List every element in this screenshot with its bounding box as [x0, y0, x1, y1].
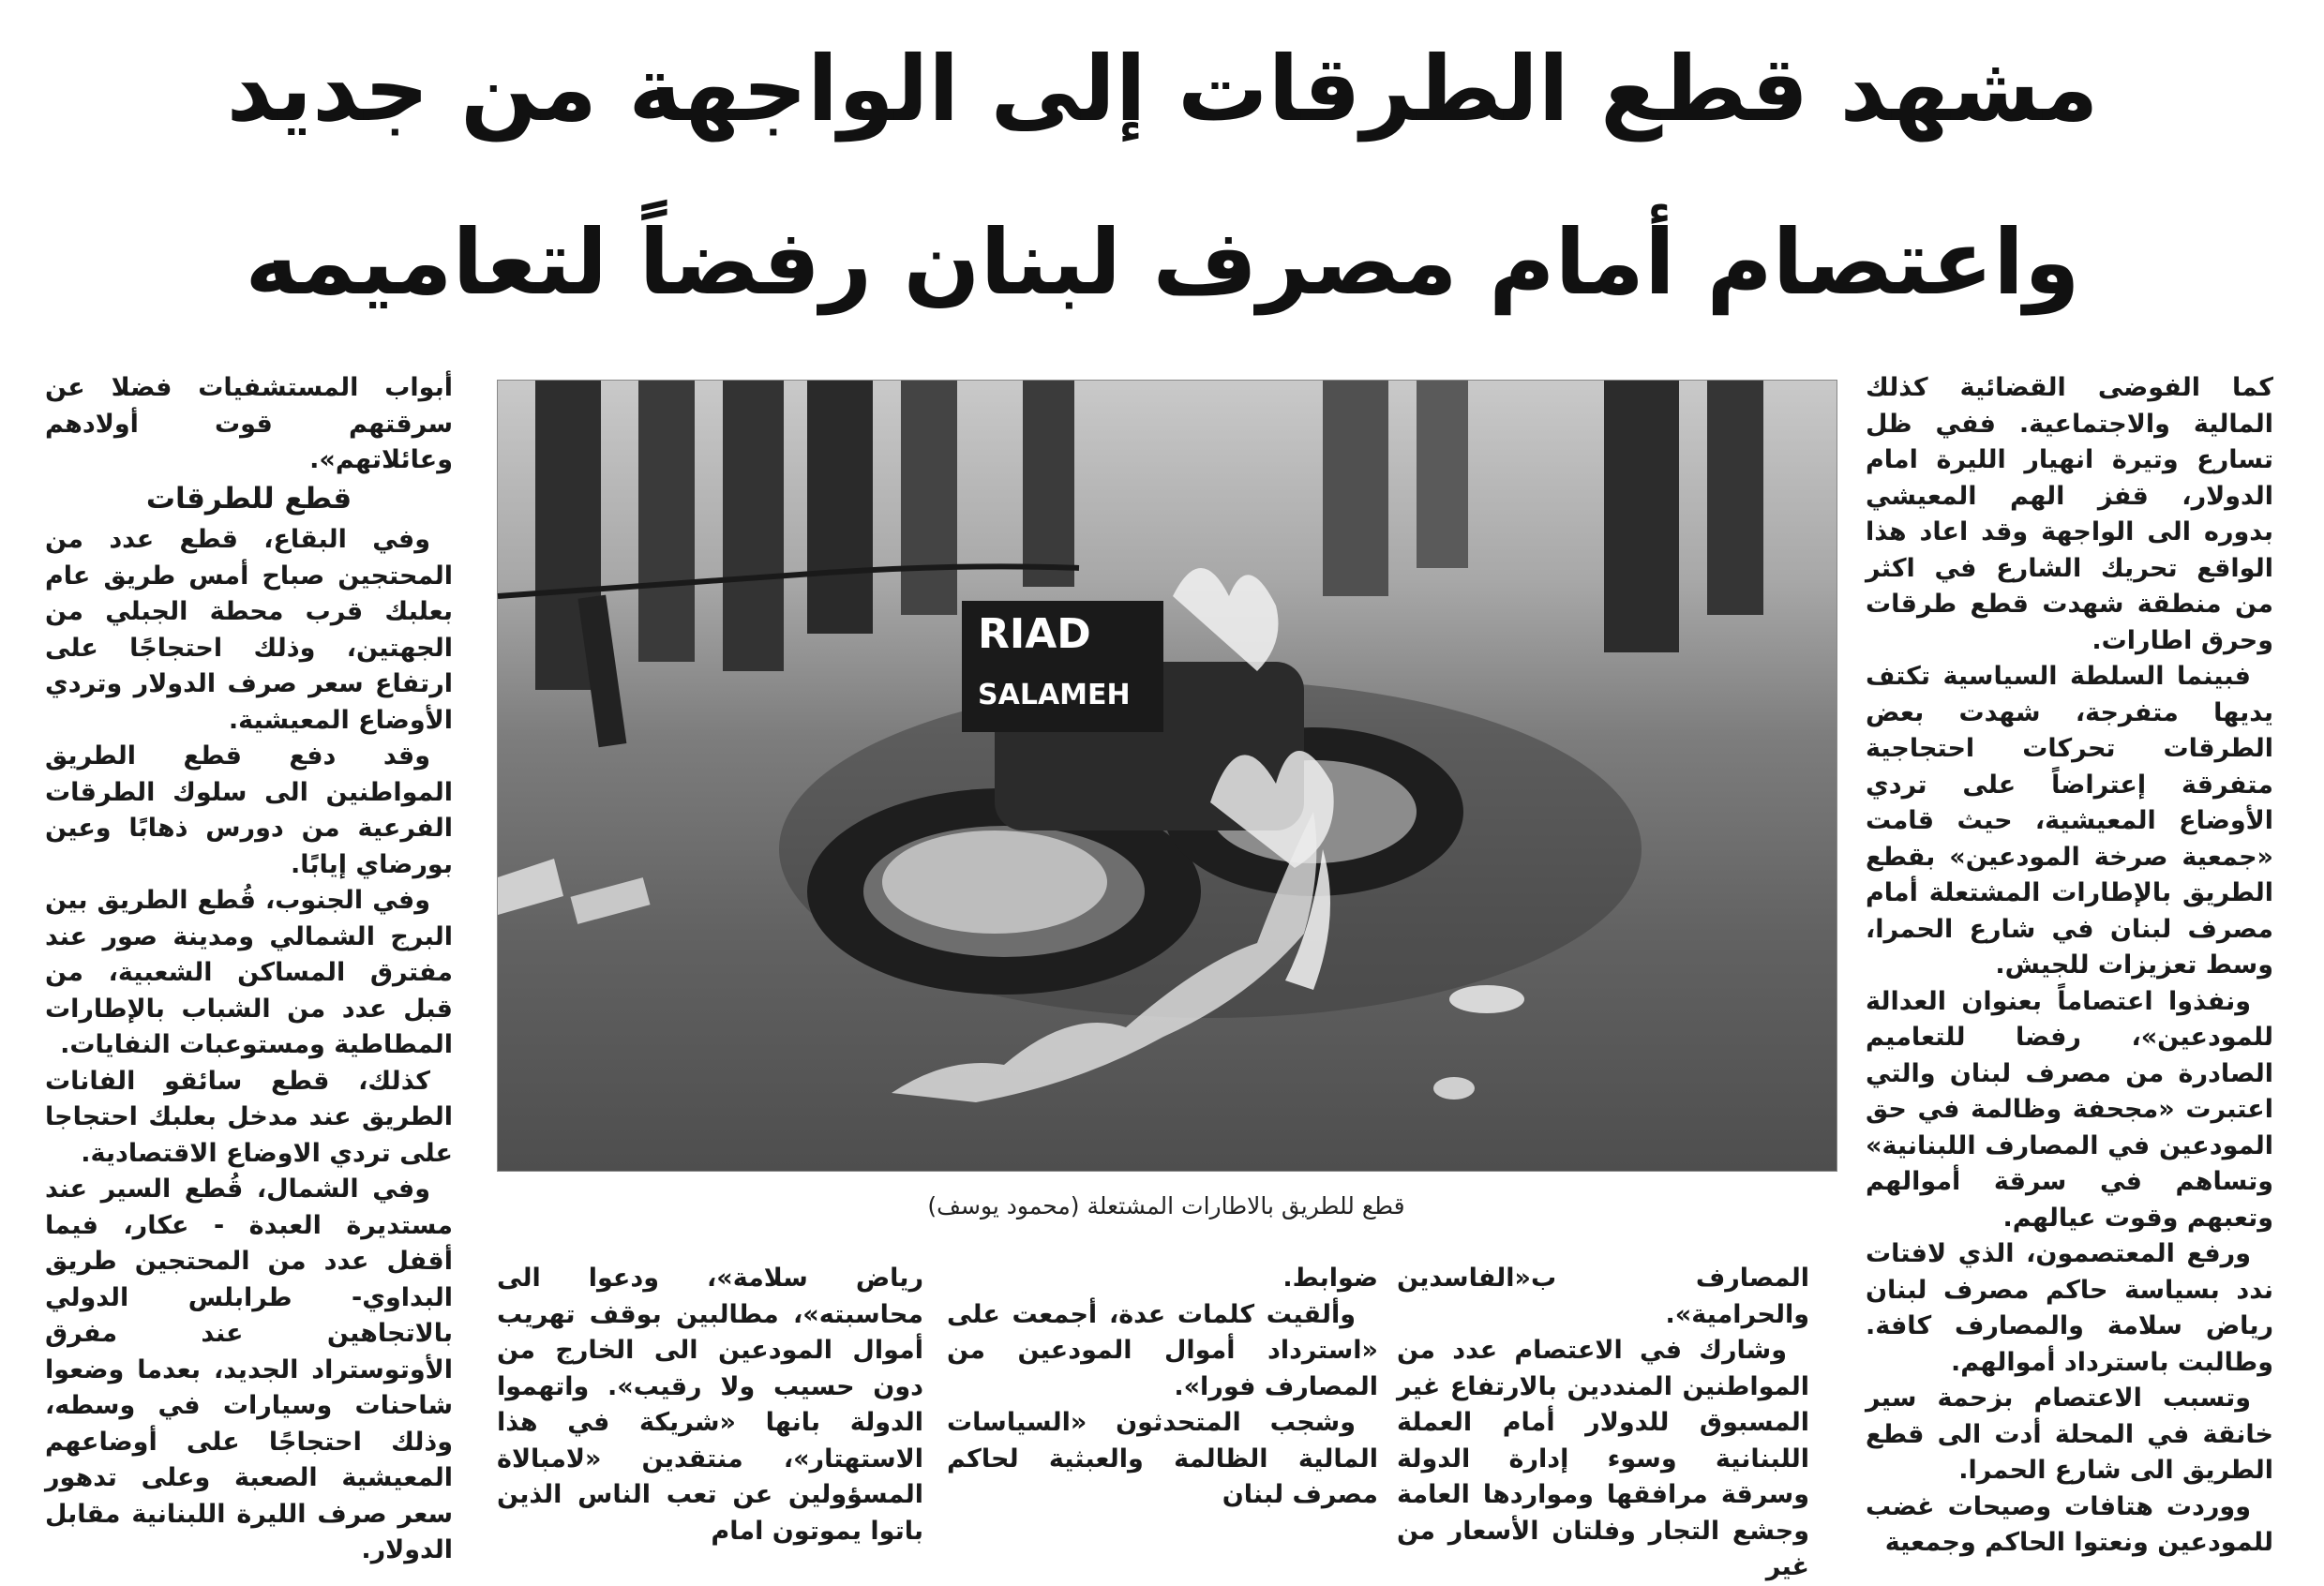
bottom-paragraph: رياض سلامة»، ودعوا الى محاسبته»، مطالبين بوقف تهريب أموال المودعين الى الخارج من دون حسيب ولا رقيب». واتهموا الدولة بانها «شريكة في هذا الاستهتار»، منتقدين «لامبالاة المسؤولين عن تعب الناس الذين باتوا يموتون امام — [497, 1264, 923, 1546]
right-column — [1866, 370, 2273, 1557]
bottom-paragraph: المصارف ب«الفاسدين والحرامية». — [1397, 1264, 1809, 1329]
sign-text-riad: RIAD — [978, 610, 1091, 658]
right-paragraph: ونفذوا اعتصاماً بعنوان العدالة للمودعين»، رفضا للتعاميم الصادرة من مصرف لبنان والتي اعتبرت «مجحفة وظالمة في حق المودعين في المصارف اللبنانية» وتساهم في سرقة أموالهم وتعبهم وقوت عيالهم. — [1866, 986, 2273, 1233]
left-intro: أبواب المستشفيات فضلا عن سرقتهم قوت أولادهم وعائلاتهم». — [45, 373, 453, 474]
photo-caption: قطع للطريق بالاطارات المشتعلة (محمود يوسف) — [927, 1192, 1405, 1219]
headline-line-2: واعتصام أمام مصرف لبنان رفضاً لتعاميمه — [245, 210, 2080, 315]
left-paragraph: وفي الشمال، قُطع السير عند مستديرة العبدة - عكار، فيما أقفل عدد من المحتجين طريق البداوي- طرابلس الدولي بالاتجاهين عند مفرق الأوتوستراد الجديد، بعدما وضعوا شاحنات وسيارات في وسطه، وذلك احتجاجًا على أوضاعهم المعيشية الصعبة وعلى تدهور سعر صرف الليرة اللبنانية مقابل الدولار. — [45, 1175, 453, 1564]
right-paragraph: فبينما السلطة السياسية تكتف يديها متفرجة، شهدت بعض الطرقات تحركات احتجاجية متفرقة إعتراضاً على تردي الأوضاع المعيشية، حيث قامت «جمعية صرخة المودعين» بقطع الطريق بالإطارات المشتعلة أمام مصرف لبنان في شارع الحمرا، وسط تعزيزات للجيش. — [1866, 662, 2273, 980]
left-paragraph: وفي البقاع، قطع عدد من المحتجين صباح أمس طريق عام بعلبك قرب محطة الجبلي من الجهتين، وذلك احتجاجًا على ارتفاع سعر صرف الدولار وتردي الأوضاع المعيشية. — [45, 525, 453, 735]
bottom-paragraph: وشارك في الاعتصام عدد من المواطنين المنددين بالارتفاع غير المسبوق للدولار أمام العملة اللبنانية وسوء إدارة الدولة وسرقة مرافقها ومواردها العامة وجشع التجار وفلتان الأسعار من غير — [1397, 1336, 1809, 1581]
left-paragraph: كذلك، قطع سائقو الفانات الطريق عند مدخل بعلبك احتجاجا على تردي الاوضاع الاقتصادية. — [45, 1066, 453, 1168]
bottom-paragraph: ضوابط. — [1282, 1264, 1378, 1293]
sign-text-salameh: SALAMEH — [978, 679, 1131, 711]
bottom-column-1 — [1397, 1261, 1809, 1581]
right-paragraph: وتسبب الاعتصام بزحمة سير خانقة في المحلة أدت الى قطع الطريق الى شارع الحمرا. — [1866, 1384, 2273, 1485]
protest-photo — [497, 380, 1837, 1172]
right-paragraph: ووردت هتافات وصيحات غضب للمودعين ونعتوا الحاكم وجمعية — [1866, 1491, 2273, 1557]
bottom-paragraph: وشجب المتحدثون «السياسات المالية الظالمة والعبثية لحاكم مصرف لبنان — [947, 1408, 1378, 1509]
bottom-column-2 — [947, 1261, 1378, 1509]
burning-tires-illustration — [498, 381, 1837, 1171]
right-paragraph: ورفع المعتصمون، الذي لافتات ندد بسياسة حاكم مصرف لبنان رياض سلامة والمصارف كافة. وطالبت باسترداد أموالهم. — [1866, 1239, 2273, 1377]
section-subheading: قطع للطرقات — [145, 481, 352, 516]
bottom-paragraph: وألقيت كلمات عدة، أجمعت على «استرداد أموال المودعين من المصارف فورا». — [947, 1299, 1378, 1401]
right-paragraph: كما الفوضى القضائية كذلك المالية والاجتماعية. ففي ظل تسارع وتيرة انهيار الليرة امام الدولار، قفز الهم المعيشي بدوره الى الواجهة وقد اعاد هذا الواقع تحريك الشارع في اكثر من منطقة شهدت قطع طرقات وحرق اطارات. — [1866, 373, 2273, 655]
left-paragraph: وقد دفع قطع الطريق المواطنين الى سلوك الطرقات الفرعية من دورس ذهابًا وعين بورضاي إيابًا. — [45, 741, 453, 879]
bottom-column-3 — [497, 1261, 923, 1546]
left-column — [45, 370, 453, 1564]
headline-line-1: مشهد قطع الطرقات إلى الواجهة من جديد — [226, 37, 2099, 142]
left-paragraph: وفي الجنوب، قُطع الطريق بين البرج الشمالي ومدينة صور عند مفترق المساكن الشعبية، من قبل عدد من الشباب بالإطارات المطاطية ومستوعبات النفايات. — [45, 886, 453, 1059]
